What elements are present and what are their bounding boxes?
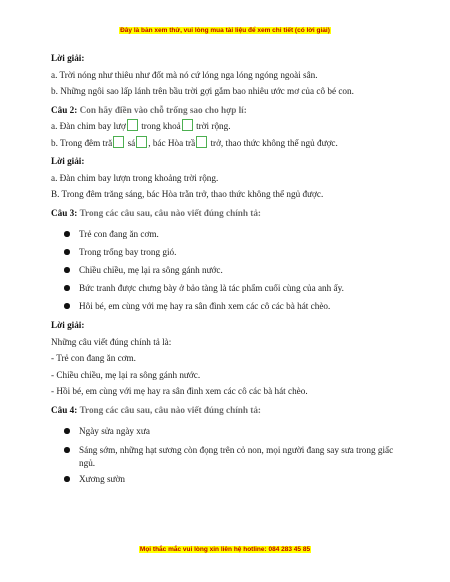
blank-box[interactable] [196,136,207,148]
option-item[interactable]: Chiều chiều, mẹ lại ra sông gánh nước. [51,261,411,279]
solution-line: - Chiều chiều, mẹ lại ra sông gánh nước. [51,369,201,380]
document-body [51,50,411,491]
bullet-icon [64,476,70,482]
preview-banner-text: Đây là bản xem thử, vui lòng mua tài liệu để xem chi tiết (có lời giải) [120,27,330,34]
solution-line: a. Trời nóng như thiêu như đốt mà nó cứ lóng nga lóng ngóng ngoài sân. [51,69,318,80]
question-2 [51,102,411,119]
option-item[interactable]: Xương sườn [51,470,411,489]
fill-text: a. Đàn chim bay lượ [51,121,126,131]
solution-heading: Lời giải: [51,320,85,330]
question-3 [51,205,411,222]
bullet-icon [64,303,70,309]
fill-text: trở, thao thức không thể ngủ được. [210,137,338,148]
fill-text: sá [127,137,136,148]
bullet-icon [64,267,70,273]
fill-text: trời rộng. [196,121,231,131]
fill-text: , bác Hòa trầ [148,137,196,148]
bullet-icon [64,428,70,434]
option-item[interactable]: Trẻ con đang ăn cơm. [51,225,411,243]
blank-box[interactable] [136,136,147,148]
bullet-icon [64,249,70,255]
option-item[interactable]: Hôi bé, em cùng với mẹ hay ra sân đình xem các cô các bà hát chèo. [51,297,411,315]
solution-line: B. Trong đêm trăng sáng, bác Hòa trằn trở, thao thức không thể ngủ được. [51,189,324,199]
hotline-banner-text: Mọi thắc mắc vui lòng xin liên hệ hotline: 084 283 45 85 [139,546,311,553]
question-title: Con hãy điền vào chỗ trống sao cho hợp lí: [79,104,247,115]
option-item[interactable]: Ngày sửa ngày xưa [51,422,411,441]
question-label: Câu 4: [51,404,78,415]
blank-box[interactable] [127,119,138,131]
blank-box[interactable] [182,119,193,131]
question-title: Trong các câu sau, câu nào viết đúng chính tả: [79,404,261,415]
solution-heading: Lời giải: [51,156,85,166]
options-list [51,422,411,489]
bullet-icon [64,231,70,237]
solution-line: - Trẻ con đang ăn cơm. [51,353,136,363]
solution-line: - Hồi bé, em cùng với mẹ hay ra sân đình xem các cô các bà hát chèo. [51,386,308,396]
question-label: Câu 3: [51,207,78,218]
solution-line: a. Đàn chim bay lượn trong khoảng trời rộng. [51,172,219,183]
hotline-banner [0,546,450,553]
bullet-icon [64,285,70,291]
solution-line: b. Những ngôi sao lấp lánh trên bầu trời gợi gắm bao nhiêu ước mơ của cô bé con. [51,86,354,96]
question-4 [51,402,411,419]
preview-banner [0,27,450,34]
option-item[interactable]: Trong trống bay trong gió. [51,243,411,261]
bullet-icon [64,447,70,453]
solution-intro: Những câu viết đúng chính tả là: [51,336,172,347]
options-list [51,225,411,315]
fill-in-line [51,135,411,152]
question-label: Câu 2: [51,104,78,115]
question-title: Trong các câu sau, câu nào viết đúng chính tả: [79,207,261,218]
fill-text: trong khoả [141,121,181,131]
option-item[interactable]: Bức tranh được chưng bày ở bảo tàng là tác phẩm cuối cùng của anh ấy. [51,279,411,297]
blank-box[interactable] [113,136,124,148]
fill-text: b. Trong đêm tră [51,137,113,148]
option-item[interactable]: Sáng sớm, những hạt sương còn đọng trên cỏ non, mọi người đang say sưa trong giấc ngủ. [51,441,411,470]
fill-in-line [51,118,411,135]
solution-heading: Lời giải: [51,53,85,63]
